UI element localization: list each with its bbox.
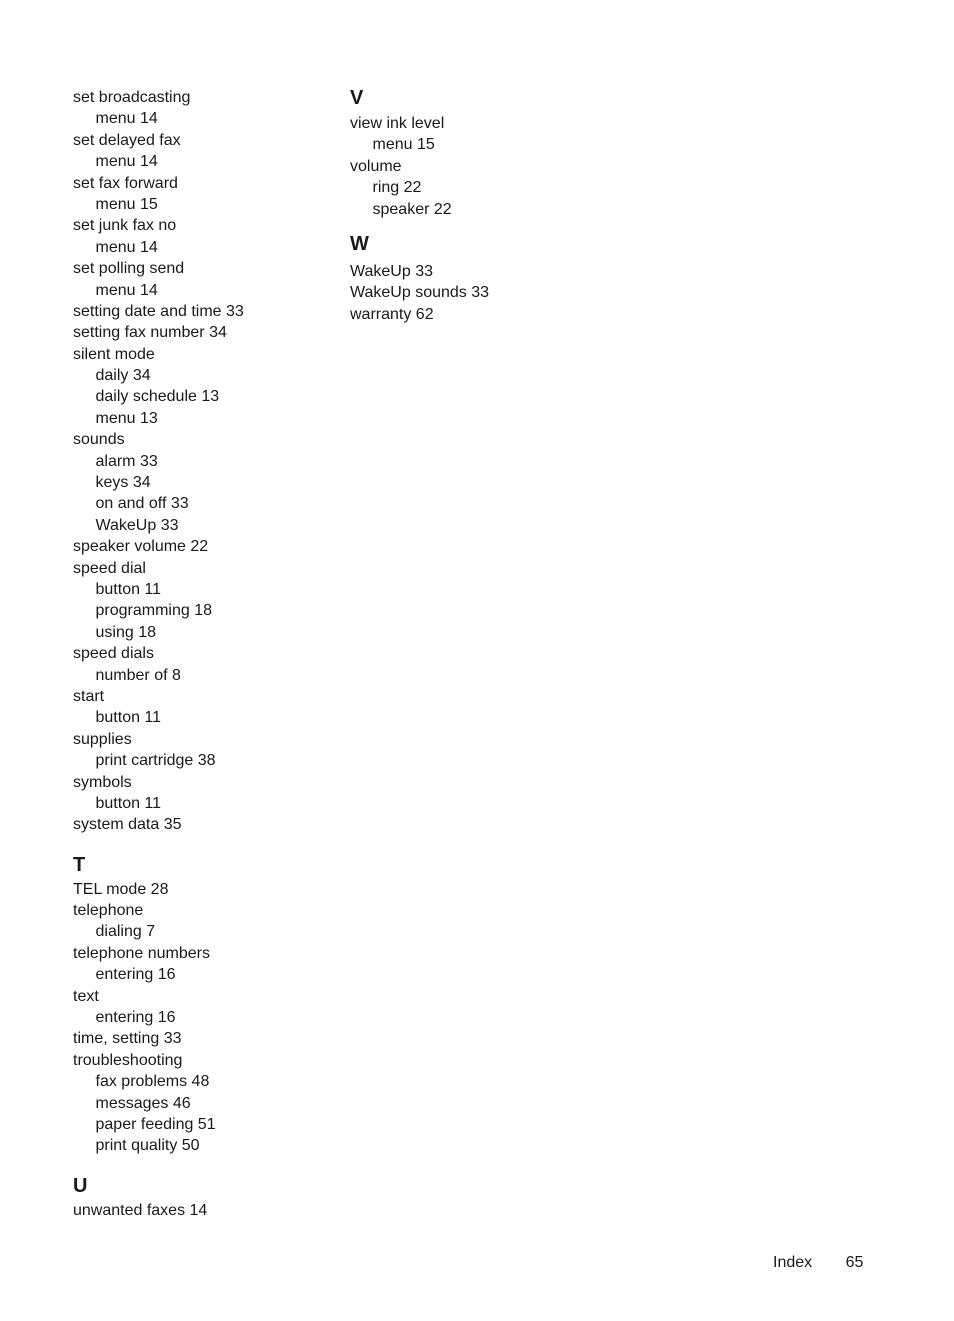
index-subentry: paper feeding 51 [95, 1115, 216, 1133]
index-letter-heading: T [73, 853, 86, 876]
index-entry: setting fax number 34 [73, 324, 227, 342]
index-subentry: print cartridge 38 [95, 752, 216, 770]
index-subentry: messages 46 [95, 1094, 191, 1112]
index-subentry: menu 14 [95, 110, 158, 128]
index-entry: set polling send [73, 260, 185, 278]
index-subentry: entering 16 [95, 1009, 176, 1027]
index-subentry: dialing 7 [95, 923, 156, 941]
index-letter-heading: U [73, 1174, 88, 1197]
page-number: 65 [845, 1254, 864, 1271]
index-subentry: menu 14 [95, 281, 158, 299]
index-entry: set junk fax no [73, 217, 177, 235]
index-subentry: button 11 [95, 709, 162, 727]
index-entry: time, setting 33 [73, 1030, 182, 1048]
index-subentry: button 11 [95, 794, 162, 812]
index-subentry: daily schedule 13 [95, 388, 220, 406]
index-subentry: menu 13 [95, 409, 158, 427]
index-subentry: menu 14 [95, 153, 158, 171]
index-entry: silent mode [73, 345, 155, 363]
index-entry: TEL mode 28 [73, 880, 169, 898]
index-entry: volume [350, 157, 402, 175]
index-entry: symbols [73, 773, 132, 791]
index-subentry: print quality 50 [95, 1137, 200, 1155]
index-subentry: daily 34 [95, 367, 151, 385]
index-subentry: alarm 33 [95, 452, 158, 470]
index-entry: set fax forward [73, 174, 178, 192]
index-subentry: entering 16 [95, 966, 176, 984]
index-letter-heading: W [350, 232, 369, 255]
index-entry: view ink level [350, 115, 445, 132]
index-entry: troubleshooting [73, 1051, 183, 1069]
index-entry: telephone [73, 902, 144, 920]
index-entry: unwanted faxes 14 [73, 1201, 208, 1219]
index-entry: speed dials [73, 645, 154, 663]
index-subentry: WakeUp 33 [95, 516, 179, 534]
index-entry: start [73, 687, 105, 705]
index-subentry: keys 34 [95, 474, 151, 492]
index-entry: speaker volume 22 [73, 538, 209, 556]
index-column-right [350, 87, 610, 325]
index-subentry: on and off 33 [95, 495, 189, 513]
index-entry: system data 35 [73, 816, 182, 834]
index-entry: supplies [73, 730, 132, 748]
index-entry: set broadcasting [73, 89, 191, 106]
index-subentry: menu 14 [95, 238, 158, 256]
index-entry: sounds [73, 431, 125, 449]
index-subentry: menu 15 [95, 195, 158, 213]
index-subentry: programming 18 [95, 602, 212, 620]
index-entry: warranty 62 [350, 305, 434, 323]
index-subentry: button 11 [95, 580, 162, 598]
footer-section-label: Index [773, 1254, 813, 1271]
index-subentry: speaker 22 [372, 200, 452, 218]
index-entry: setting date and time 33 [73, 302, 244, 320]
index-column-left [73, 87, 333, 1221]
index-entry: text [73, 987, 99, 1005]
index-entry: speed dial [73, 559, 146, 577]
page-footer [773, 1253, 863, 1273]
index-subentry: fax problems 48 [95, 1073, 210, 1091]
index-subentry: menu 15 [372, 136, 435, 154]
index-subentry: ring 22 [372, 179, 422, 197]
index-entry: telephone numbers [73, 944, 210, 962]
index-entry: set delayed fax [73, 131, 181, 149]
index-subentry: number of 8 [95, 666, 181, 684]
index-entry: WakeUp 33 [350, 262, 433, 280]
index-subentry: using 18 [95, 623, 156, 641]
index-letter-heading: V [350, 87, 364, 109]
index-entry: WakeUp sounds 33 [350, 284, 490, 302]
